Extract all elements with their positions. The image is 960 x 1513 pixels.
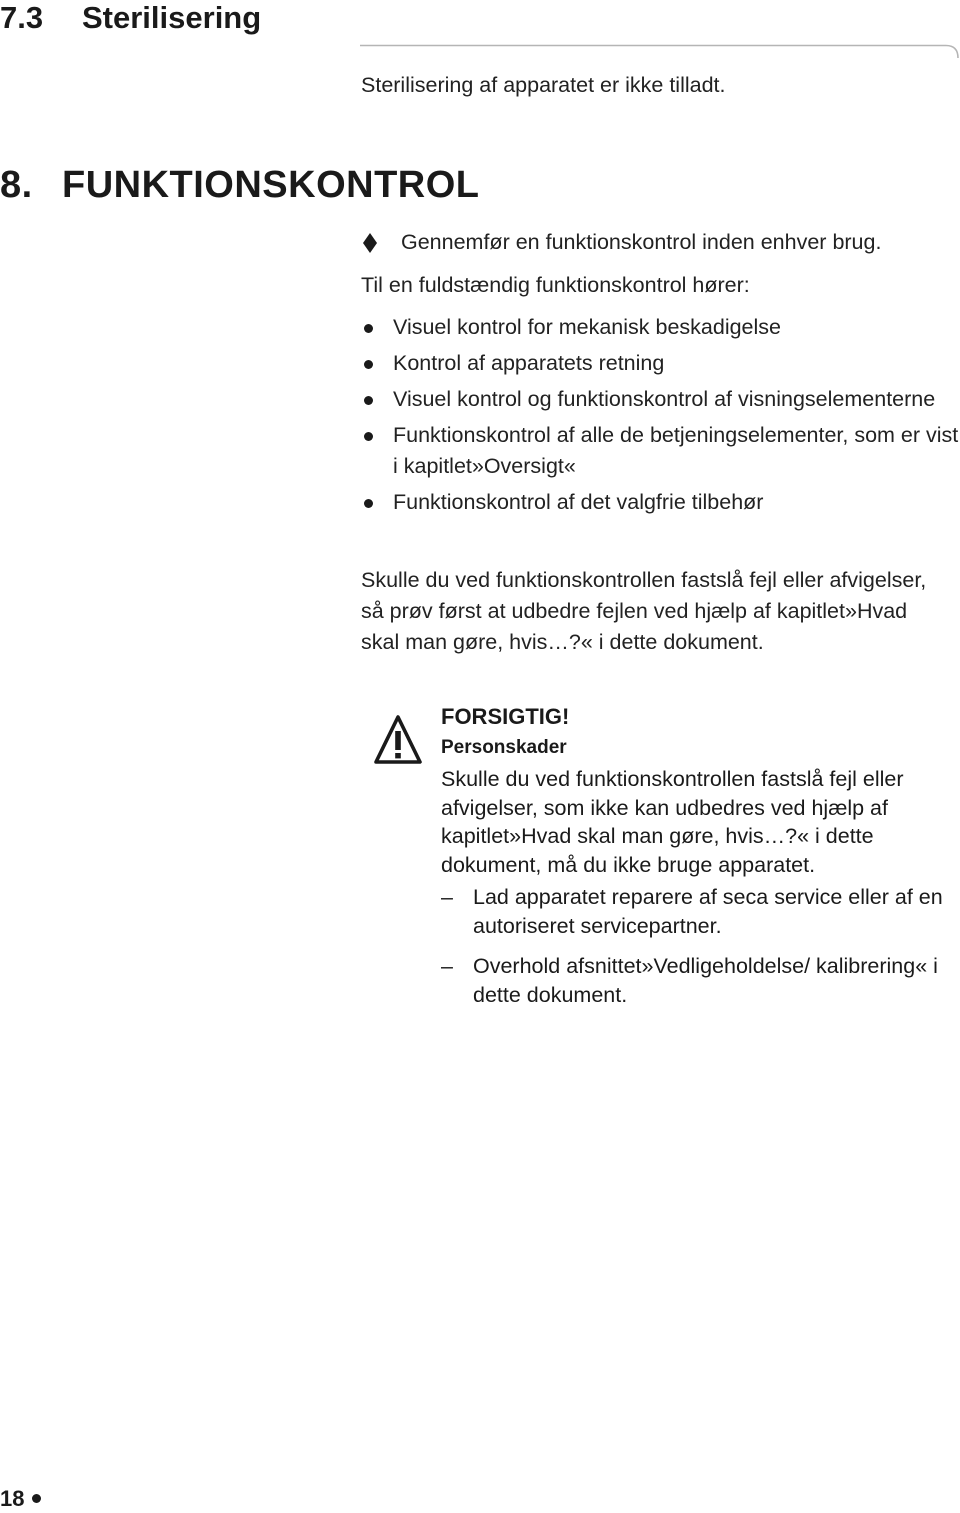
checklist-intro: Til en fuldstændig funktionskontrol hører:	[361, 273, 750, 297]
checklist-item-text: Funktionskontrol af det valgfrie tilbehør	[393, 490, 764, 514]
section-number: 7.3	[0, 0, 44, 35]
checklist-item-text: Visuel kontrol og funktionskontrol af visningselementerne	[393, 387, 936, 411]
checklist-item-text: Funktionskontrol af alle de betjeningselementer, som er vist i kapitlet»Oversigt«	[393, 423, 959, 478]
checklist-item-text: Kontrol af apparatets retning	[393, 351, 665, 375]
chapter-heading	[0, 164, 480, 207]
checklist-item	[360, 348, 960, 379]
warning-subtitle: Personskader	[441, 737, 567, 758]
warning-text: Skulle du ved funktionskontrollen fastslå fejl eller afvigelser, som ikke kan udbedres ved hjælp af kapitlet»Hvad skal man gøre, hvis…?« i dette dokument, må du ikke bruge apparatet.	[441, 767, 904, 877]
bullet-icon	[364, 499, 373, 508]
warning-actions	[441, 883, 960, 1021]
dash-marker: –	[441, 885, 453, 909]
bullet-icon	[364, 324, 373, 333]
page-footer	[0, 1486, 41, 1512]
bullet-icon	[364, 432, 373, 441]
section-heading	[0, 0, 261, 36]
checklist	[360, 312, 960, 523]
chapter-title: FUNKTIONSKONTROL	[62, 164, 480, 206]
warning-action-text: Overhold afsnittet»Vedligeholdelse/ kalibrering« i dette dokument.	[473, 954, 938, 1007]
checklist-item	[360, 487, 960, 518]
troubleshooting-paragraph: Skulle du ved funktionskontrollen fastslå fejl eller afvigelser, så prøv først at udbedre fejlen ved hjælp af kapitlet»Hvad skal man gøre, hvis…?« i dette dokument.	[361, 568, 927, 654]
warning-action-item	[441, 952, 960, 1009]
bullet-icon	[364, 396, 373, 405]
dash-marker: –	[441, 954, 453, 978]
checklist-item	[360, 384, 960, 415]
warning-triangle-icon	[374, 714, 422, 766]
section-title: Sterilisering	[82, 0, 262, 35]
footer-bullet-icon	[32, 1494, 41, 1503]
instruction-text: Gennemfør en funktionskontrol inden enhver brug.	[401, 230, 882, 254]
sterilisation-note: Sterilisering af apparatet er ikke tilladt.	[361, 73, 726, 97]
page-number: 18	[0, 1486, 25, 1511]
checklist-item	[360, 312, 960, 343]
warning-action-item	[441, 883, 960, 940]
warning-action-text: Lad apparatet reparere af seca service eller af en autoriseret servicepartner.	[473, 885, 943, 938]
checklist-item	[360, 420, 960, 482]
checklist-item-text: Visuel kontrol for mekanisk beskadigelse	[393, 315, 781, 339]
chapter-number: 8.	[0, 164, 33, 206]
instruction-diamond-icon	[362, 232, 378, 254]
bullet-icon	[364, 360, 373, 369]
warning-title: FORSIGTIG!	[441, 704, 570, 729]
